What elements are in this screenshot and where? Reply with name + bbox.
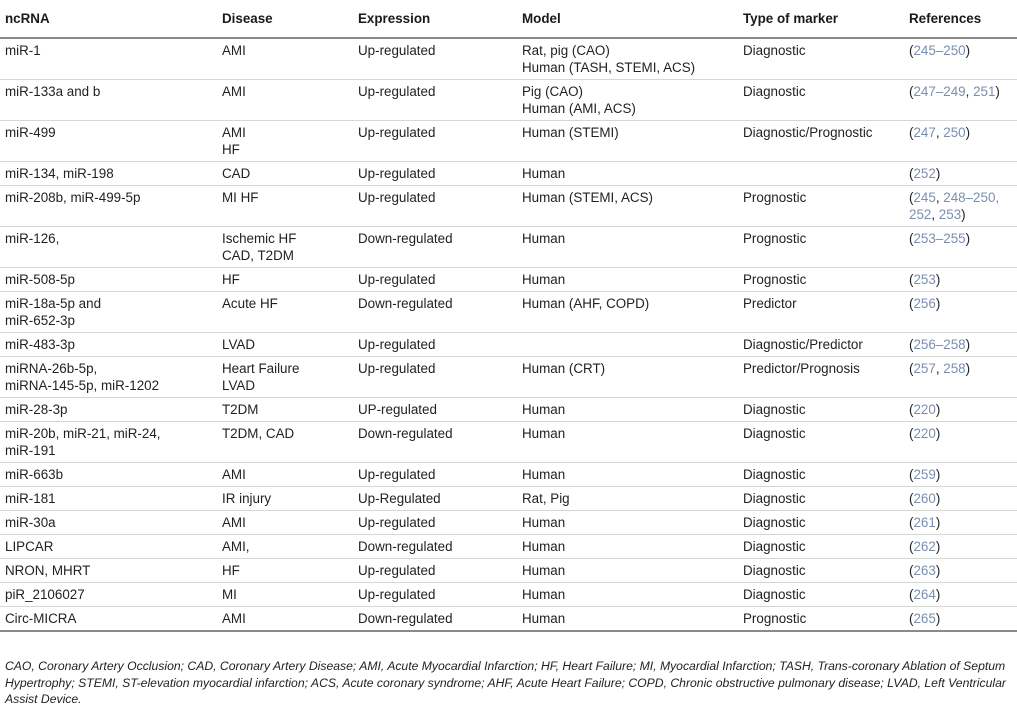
cell-line: AMI, [222,539,250,554]
table-row [0,333,1017,357]
references-cell [909,398,1017,422]
model-cell [522,186,743,227]
table-row [0,38,1017,80]
cell-line: miR-652-3p [5,313,75,328]
reference-link[interactable]: 253–255 [913,231,966,246]
ncrna-cell [0,463,222,487]
reference-link[interactable]: 248–250, [943,190,1000,205]
expression-cell [358,80,522,121]
cell-line: miR-508-5p [5,272,75,287]
cell-line: Up-regulated [358,190,436,205]
reference-line: (245, 248–250, [909,190,1000,205]
cell-line: Human [522,231,566,246]
disease-cell [222,121,358,162]
model-cell [522,583,743,607]
cell-line: miR-191 [5,443,56,458]
references-cell [909,511,1017,535]
cell-line: Pig (CAO) [522,84,584,99]
cell-line: Acute HF [222,296,278,311]
model-cell [522,559,743,583]
marker-cell [743,398,909,422]
cell-line: Up-regulated [358,84,436,99]
references-cell [909,292,1017,333]
reference-link[interactable]: 262 [913,539,936,554]
cell-line: Diagnostic [743,402,806,417]
disease-cell [222,162,358,186]
reference-link[interactable]: 256–258 [913,337,966,352]
cell-line: Up-regulated [358,361,436,376]
reference-link[interactable]: 265 [913,611,936,626]
model-cell [522,333,743,357]
cell-line: Diagnostic [743,426,806,441]
disease-cell [222,583,358,607]
references-cell [909,121,1017,162]
marker-cell [743,463,909,487]
cell-line: miR-28-3p [5,402,68,417]
ncrna-cell [0,422,222,463]
cell-line: AMI [222,125,246,140]
expression-cell [358,583,522,607]
reference-link[interactable]: 245–250 [913,43,966,58]
ncrna-cell [0,162,222,186]
model-cell [522,162,743,186]
reference-link[interactable]: 259 [913,467,936,482]
reference-link[interactable]: 252 [909,207,932,222]
ncrna-cell [0,535,222,559]
cell-line: miR-18a-5p and [5,296,102,311]
disease-cell [222,607,358,632]
reference-link[interactable]: 253 [938,207,962,222]
cell-line: Prognostic [743,272,807,287]
cell-line: Circ-MICRA [5,611,77,626]
disease-cell [222,535,358,559]
marker-cell [743,186,909,227]
cell-line: Down-regulated [358,539,453,554]
disease-cell [222,333,358,357]
cell-line: HF [222,563,240,578]
model-cell [522,463,743,487]
model-cell [522,121,743,162]
cell-line: Up-regulated [358,515,436,530]
reference-link[interactable]: 263 [913,563,936,578]
model-cell [522,422,743,463]
header-model: Model [522,0,743,38]
cell-line: Human [522,402,566,417]
reference-line: 252, 253) [909,207,966,222]
reference-link[interactable]: 247–249 [913,84,966,99]
cell-line: Human (TASH, STEMI, ACS) [522,60,696,75]
cell-line: Diagnostic [743,587,806,602]
cell-line: Diagnostic/Predictor [743,337,863,352]
cell-line: miR-20b, miR-21, miR-24, [5,426,161,441]
references-cell [909,422,1017,463]
cell-line: miRNA-145-5p, miR-1202 [5,378,160,393]
marker-cell [743,511,909,535]
model-cell [522,607,743,632]
cell-line: Diagnostic/Prognostic [743,125,873,140]
model-cell [522,487,743,511]
reference-line: (263) [909,563,941,578]
cell-line: NRON, MHRT [5,563,91,578]
cell-line: Human (CRT) [522,361,606,376]
cell-line: AMI [222,43,246,58]
cell-line: Heart Failure [222,361,300,376]
ncrna-cell [0,559,222,583]
cell-line: Human (AMI, ACS) [522,101,636,116]
expression-cell [358,121,522,162]
reference-line: (253–255) [909,231,971,246]
table-row [0,398,1017,422]
reference-link[interactable]: 261 [913,515,936,530]
cell-line: Human [522,166,566,181]
cell-line: LVAD [222,378,255,393]
cell-line: Prognostic [743,231,807,246]
table-footnote: CAO, Coronary Artery Occlusion; CAD, Coronary Artery Disease; AMI, Acute Myocardial Infarction; HF, Heart Failure; MI, Myocardial Infarction; TASH, Trans-coronary Ablation of Septum Hypertrophy; STEMI, ST-elevation myocardial infarction; ACS, Acute coronary syndrome; AHF, Acute Heart Failure; COPD, Chronic obstructive pulmonary disease; LVAD, Left Ventricular Assist Device. [5,659,1006,706]
marker-cell [743,38,909,80]
model-cell [522,268,743,292]
expression-cell [358,511,522,535]
cell-line: miR-30a [5,515,56,530]
marker-cell [743,227,909,268]
cell-line: T2DM, CAD [222,426,295,441]
cell-line: Up-regulated [358,272,436,287]
ncrna-cell [0,121,222,162]
cell-line: Diagnostic [743,539,806,554]
references-cell [909,80,1017,121]
table-row [0,487,1017,511]
cell-line: miR-181 [5,491,56,506]
marker-cell [743,268,909,292]
cell-line: AMI [222,467,246,482]
reference-link[interactable]: 247 [913,125,936,140]
cell-line: miR-1 [5,43,41,58]
references-cell [909,268,1017,292]
cell-line: Down-regulated [358,611,453,626]
ncrna-cell [0,186,222,227]
ncrna-cell [0,268,222,292]
reference-line: (265) [909,611,941,626]
table-row [0,422,1017,463]
reference-line: (252) [909,166,941,181]
model-cell [522,292,743,333]
expression-cell [358,268,522,292]
reference-line: (261) [909,515,941,530]
cell-line: Diagnostic [743,84,806,99]
marker-cell [743,80,909,121]
references-cell [909,559,1017,583]
cell-line: Down-regulated [358,231,453,246]
reference-line: (264) [909,587,941,602]
marker-cell [743,292,909,333]
ncrna-cell [0,38,222,80]
expression-cell [358,535,522,559]
table-row [0,186,1017,227]
header-references: References [909,0,1017,38]
cell-line: Up-regulated [358,563,436,578]
cell-line: Human [522,515,566,530]
cell-line: Ischemic HF [222,231,297,246]
reference-line: (259) [909,467,941,482]
reference-link[interactable]: 251 [973,84,996,99]
references-cell [909,38,1017,80]
disease-cell [222,422,358,463]
reference-link[interactable]: 245 [913,190,936,205]
cell-line: Diagnostic [743,467,806,482]
disease-cell [222,38,358,80]
disease-cell [222,186,358,227]
cell-line: Down-regulated [358,296,453,311]
ncrna-cell [0,607,222,632]
cell-line: Human [522,467,566,482]
marker-cell [743,121,909,162]
marker-cell [743,357,909,398]
expression-cell [358,186,522,227]
marker-cell [743,333,909,357]
header-row [0,0,1017,38]
disease-cell [222,398,358,422]
ncrna-cell [0,487,222,511]
expression-cell [358,333,522,357]
table-row [0,268,1017,292]
cell-line: Predictor/Prognosis [743,361,860,376]
expression-cell [358,227,522,268]
table-row [0,559,1017,583]
cell-line: Up-regulated [358,125,436,140]
cell-line: Rat, Pig [522,491,570,506]
reference-line: (220) [909,402,941,417]
references-cell [909,535,1017,559]
cell-line: CAD [222,166,251,181]
header-ncrna: ncRNA [0,0,222,38]
table-row [0,357,1017,398]
table-header [0,0,1017,38]
cell-line: Diagnostic [743,491,806,506]
cell-line: Up-regulated [358,467,436,482]
cell-line: Human [522,539,566,554]
cell-line: Human (STEMI, ACS) [522,190,653,205]
table-body [0,38,1017,631]
cell-line: Prognostic [743,611,807,626]
reference-link[interactable]: 252 [913,166,936,181]
cell-line: MI HF [222,190,259,205]
expression-cell [358,357,522,398]
header-disease: Disease [222,0,358,38]
references-cell [909,583,1017,607]
references-cell [909,333,1017,357]
cell-line: Human (STEMI) [522,125,619,140]
marker-cell [743,422,909,463]
references-cell [909,487,1017,511]
cell-line: miR-663b [5,467,64,482]
marker-cell [743,162,909,186]
cell-line: Up-regulated [358,166,436,181]
cell-line: IR injury [222,491,272,506]
cell-line: miRNA-26b-5p, [5,361,98,376]
ncrna-cell [0,292,222,333]
references-cell [909,186,1017,227]
expression-cell [358,559,522,583]
disease-cell [222,463,358,487]
reference-line: (245–250) [909,43,971,58]
ncrna-cell [0,357,222,398]
references-cell [909,463,1017,487]
table-row [0,292,1017,333]
cell-line: miR-208b, miR-499-5p [5,190,141,205]
reference-link[interactable]: 257 [913,361,936,376]
expression-cell [358,292,522,333]
marker-cell [743,535,909,559]
references-cell [909,162,1017,186]
cell-line: Human [522,426,566,441]
reference-line: (247, 250) [909,125,971,140]
disease-cell [222,511,358,535]
marker-cell [743,583,909,607]
table-row [0,121,1017,162]
expression-cell [358,398,522,422]
cell-line: AMI [222,84,246,99]
references-cell [909,227,1017,268]
expression-cell [358,463,522,487]
cell-line: Prognostic [743,190,807,205]
model-cell [522,38,743,80]
cell-line: UP-regulated [358,402,437,417]
model-cell [522,80,743,121]
reference-line: (220) [909,426,941,441]
cell-line: T2DM [222,402,259,417]
ncrna-cell [0,333,222,357]
reference-line: (257, 258) [909,361,971,376]
cell-line: Up-Regulated [358,491,441,506]
marker-cell [743,559,909,583]
model-cell [522,357,743,398]
cell-line: piR_2106027 [5,587,85,602]
reference-line: (253) [909,272,941,287]
cell-line: Diagnostic [743,43,806,58]
cell-line: Human [522,611,566,626]
cell-line: CAD, T2DM [222,248,294,263]
header-expression: Expression [358,0,522,38]
expression-cell [358,607,522,632]
marker-cell [743,487,909,511]
disease-cell [222,357,358,398]
reference-link[interactable]: 250 [943,125,966,140]
reference-link[interactable]: 256 [913,296,936,311]
reference-line: (260) [909,491,941,506]
expression-cell [358,38,522,80]
cell-line: Human (AHF, COPD) [522,296,650,311]
cell-line: Up-regulated [358,337,436,352]
reference-link[interactable]: 220 [913,426,936,441]
model-cell [522,398,743,422]
cell-line: MI [222,587,237,602]
disease-cell [222,268,358,292]
cell-line: Up-regulated [358,43,436,58]
model-cell [522,535,743,559]
disease-cell [222,487,358,511]
cell-line: Down-regulated [358,426,453,441]
cell-line: miR-499 [5,125,56,140]
cell-line: AMI [222,611,246,626]
cell-line: Rat, pig (CAO) [522,43,610,58]
reference-line: (256) [909,296,941,311]
reference-line: (262) [909,539,941,554]
cell-line: AMI [222,515,246,530]
table-row [0,535,1017,559]
table-row [0,162,1017,186]
cell-line: Diagnostic [743,563,806,578]
cell-line: miR-126, [5,231,60,246]
cell-line: LIPCAR [5,539,54,554]
table-row [0,463,1017,487]
cell-line: Predictor [743,296,797,311]
table-row [0,583,1017,607]
cell-line: miR-134, miR-198 [5,166,114,181]
expression-cell [358,162,522,186]
cell-line: LVAD [222,337,255,352]
reference-link[interactable]: 258 [943,361,966,376]
cell-line: Human [522,587,566,602]
model-cell [522,511,743,535]
table-row [0,80,1017,121]
cell-line: miR-133a and b [5,84,101,99]
reference-link[interactable]: 264 [913,587,936,602]
reference-line: (256–258) [909,337,971,352]
disease-cell [222,227,358,268]
cell-line: Human [522,563,566,578]
disease-cell [222,292,358,333]
disease-cell [222,559,358,583]
table-row [0,227,1017,268]
ncrna-cell [0,583,222,607]
cell-line: HF [222,272,240,287]
references-cell [909,607,1017,632]
ncrna-cell [0,398,222,422]
cell-line: Up-regulated [358,587,436,602]
reference-link[interactable]: 253 [913,272,936,287]
cell-line: Human [522,272,566,287]
table-row [0,511,1017,535]
marker-cell [743,607,909,632]
references-cell [909,357,1017,398]
disease-cell [222,80,358,121]
header-type-of-marker: Type of marker [743,0,909,38]
reference-link[interactable]: 220 [913,402,936,417]
expression-cell [358,487,522,511]
cell-line: miR-483-3p [5,337,75,352]
ncrna-cell [0,80,222,121]
expression-cell [358,422,522,463]
reference-link[interactable]: 260 [913,491,936,506]
ncrna-cell [0,227,222,268]
ncrna-cell [0,511,222,535]
cell-line: Diagnostic [743,515,806,530]
model-cell [522,227,743,268]
table-row [0,607,1017,632]
cell-line: HF [222,142,240,157]
reference-line: (247–249, 251) [909,84,1000,99]
